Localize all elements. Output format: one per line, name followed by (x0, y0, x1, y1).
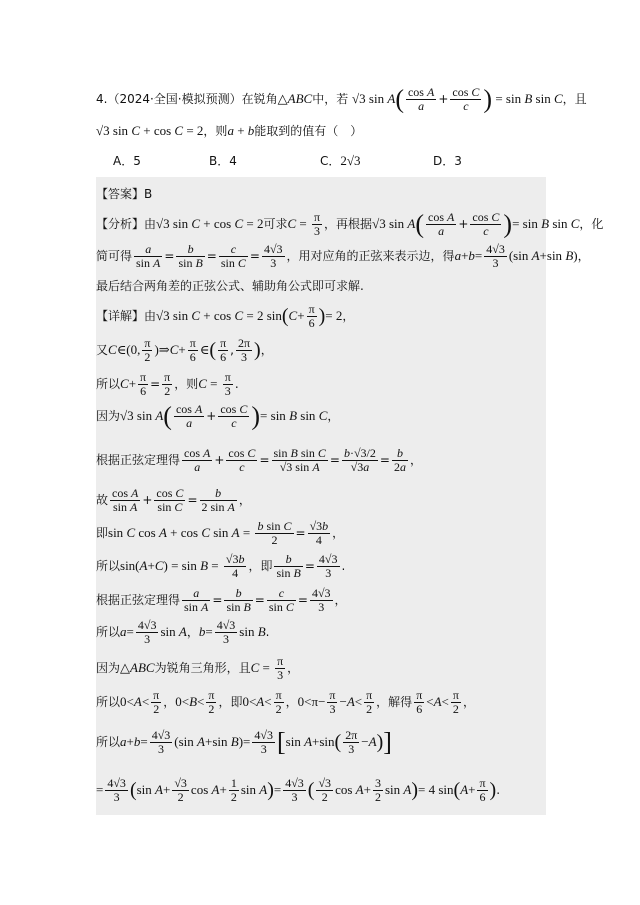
detail-line-7: 即sin C cos A + cos C sin A = $\frac{\text{b sin C}}{2}$ = $\frac{√3b}{4}$ ， (96, 519, 345, 547)
option-c[interactable]: C．2√3 (320, 153, 361, 168)
triangle-abc: △ABC (277, 91, 313, 106)
option-d[interactable]: D．3 (433, 154, 462, 168)
detail-line-2: 又C∈(0, $\frac{\pi}{2}$ )⇒C+ $\frac{\pi}{6}$ ∈( $\frac{\pi}{6}$ , $\frac{2\pi}{3}$ )， (96, 336, 273, 364)
analysis-line-3: 最后结合两角差的正弦公式、辅助角公式即可求解. (96, 279, 364, 293)
question-line-1: 4.（2024·全国·模拟预测）在锐角△ABC中，若 √3 sin A( $\frac{\text{cos A}}{a}$ + $\frac{\text{cos C}}{c}$ ) = sin B sin C，且 (96, 84, 587, 114)
detail-line-14: = $\frac{4√3}{3}$ (sin A+ $\frac{√3}{2}$ cos A+ $\frac{1}{2}$ sin A)= $\frac{4√3}{3}$ ( $\frac{√3}{2}$ cos A+ $\frac{3}{2}$ sin A)= 4 sin(A+ $\frac{\pi}{6}$ ). (96, 776, 501, 804)
detail-line-11: 因为△ABC为锐角三角形，且C = $\frac{\pi}{3}$ ， (96, 654, 300, 682)
analysis-line-1: 【分析】由√3 sin C + cos C = 2可求C = $\frac{\pi}{3}$ ，再根据√3 sin A( $\frac{\text{cos A}}{a}$ + $\frac{\text{cos C}}{c}$ )= sin B sin C，化 (96, 209, 604, 239)
detail-line-4: 因为√3 sin A( $\frac{\text{cos A}}{a}$ + $\frac{\text{cos C}}{c}$ )= sin B sin C， (96, 401, 340, 431)
detail-line-3: 所以C+ $\frac{\pi}{6}$ = $\frac{\pi}{2}$ ，则C = $\frac{\pi}{3}$ . (96, 370, 239, 398)
detail-line-9: 根据正弦定理得 $\frac{a}{\text{sin A}}$ = $\frac{b}{\text{sin B}}$ = $\frac{c}{\text{sin C}}$ = $\frac{4√3}{3}$ ， (96, 586, 347, 614)
detail-line-13: 所以a+b= $\frac{4√3}{3}$ (sin A+sin B)= $\frac{4√3}{3}$ [sin A+sin( $\frac{2\pi}{3}$ −A)] (96, 727, 392, 757)
detail-line-5: 根据正弦定理得 $\frac{\text{cos A}}{a}$ + $\frac{\text{cos C}}{c}$ = $\frac{\text{sin B sin C}}{\text{√3 sin A}}$ = $\frac{b\cdot√3/2}{√3a}$ = $\frac{b}{2a}$ ， (96, 446, 422, 474)
detail-line-6: 故 $\frac{\text{cos A}}{\text{sin A}}$ + $\frac{\text{cos C}}{\text{sin C}}$ = $\frac{b}{\text{2 sin A}}$ ， (96, 486, 251, 514)
question-line-2: √3 sin C + cos C = 2，则a + b能取到的值有（ ） (96, 123, 363, 138)
option-a[interactable]: A．5 (113, 154, 141, 168)
answer-panel (96, 177, 604, 815)
detail-line-10: 所以a= $\frac{4√3}{3}$ sin A，b= $\frac{4√3}{3}$ sin B. (96, 618, 270, 646)
detail-line-8: 所以sin(A+C) = sin B = $\frac{√3b}{4}$ ，即 $\frac{b}{\text{sin B}}$ = $\frac{4√3}{3}$ . (96, 552, 346, 580)
answer-label: 【答案】B (96, 187, 153, 201)
question-number: 4. (96, 92, 108, 106)
detail-line-1: 【详解】由√3 sin C + cos C = 2 sin(C+ $\frac{\pi}{6}$ )= 2， (96, 302, 355, 330)
detail-line-12: 所以0<A< $\frac{\pi}{2}$ ，0<B< $\frac{\pi}{2}$ ，即0<A< $\frac{\pi}{2}$ ，0<π− $\frac{\pi}{3}$ −A< $\frac{\pi}{2}$ ，解得 $\frac{\pi}{6}$ <A< $\frac{\pi}{2}$ ， (96, 688, 475, 716)
analysis-line-2: 简可得 $\frac{a}{\text{sin A}}$ = $\frac{b}{\text{sin B}}$ = $\frac{c}{\text{sin C}}$ = $\frac{4√3}{3}$ ，用对应角的正弦来表示边，得a+b= $\frac{4√3}{3}$ (sin A+sin B)， (96, 242, 590, 270)
option-b[interactable]: B．4 (209, 154, 237, 168)
question-source: （2024·全国·模拟预测） (107, 92, 242, 106)
